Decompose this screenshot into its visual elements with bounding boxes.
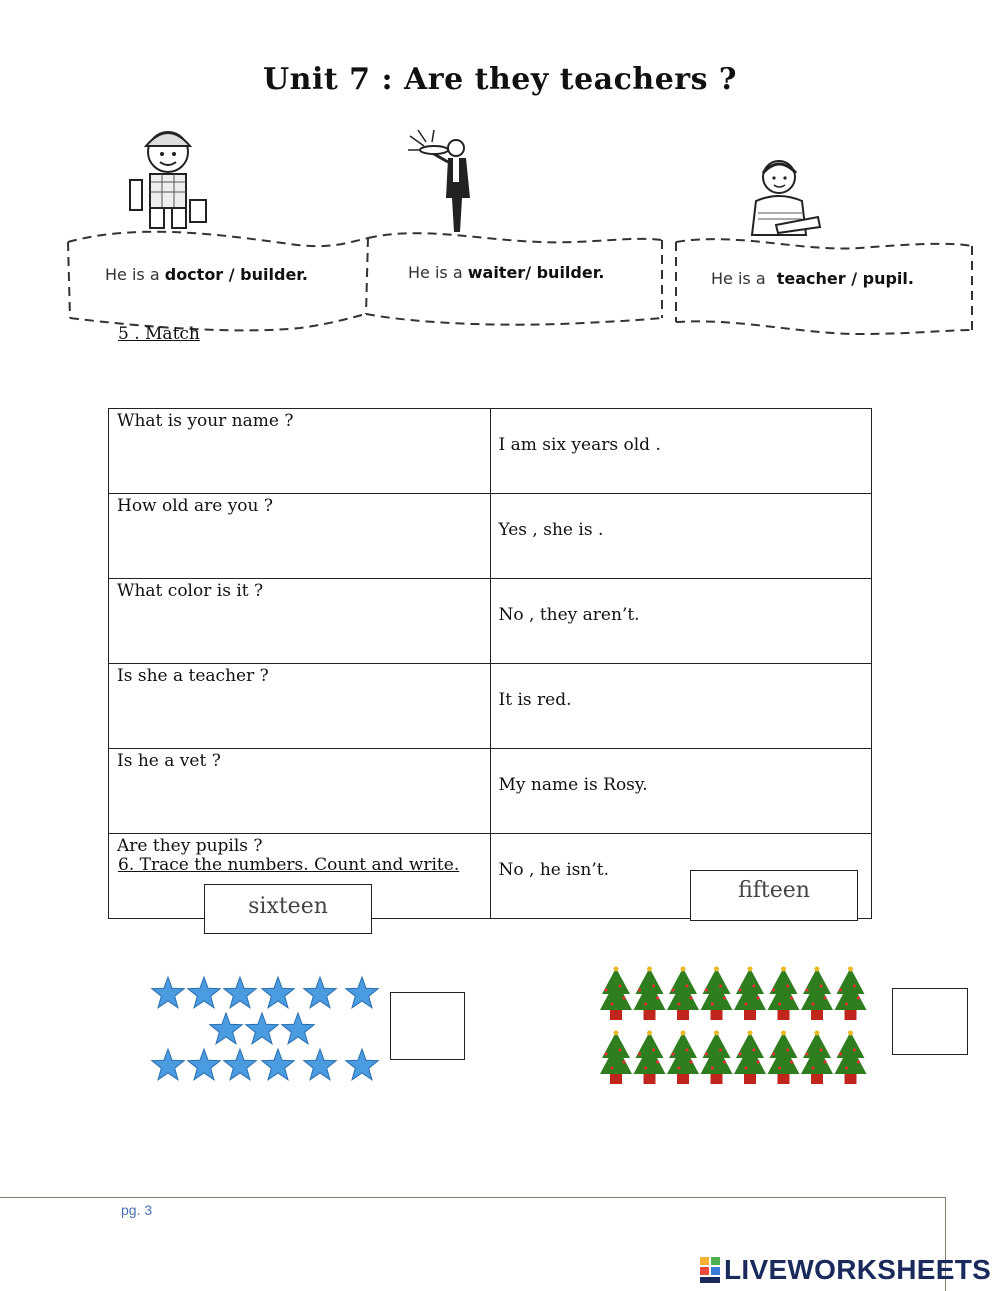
match-answer[interactable]: No , he isn’t. bbox=[490, 834, 872, 919]
tree-icon bbox=[634, 967, 666, 1021]
caption-2-prefix: He is a bbox=[408, 263, 463, 282]
match-row bbox=[109, 409, 872, 494]
trees-answer-box[interactable] bbox=[892, 988, 968, 1055]
star-icon bbox=[188, 1049, 220, 1080]
caption-2 bbox=[408, 263, 604, 282]
caption-1 bbox=[105, 265, 308, 284]
caption-2-options: waiter/ builder. bbox=[467, 263, 605, 282]
match-row bbox=[109, 579, 872, 664]
match-row bbox=[109, 749, 872, 834]
match-answer[interactable]: My name is Rosy. bbox=[490, 749, 872, 834]
star-icon bbox=[262, 977, 294, 1008]
tree-icon bbox=[768, 967, 800, 1021]
match-question[interactable]: Is he a vet ? bbox=[109, 749, 491, 834]
tree-icon bbox=[634, 1031, 666, 1085]
waiter-icon bbox=[404, 128, 490, 236]
tree-icon bbox=[701, 967, 733, 1021]
tree-icon bbox=[768, 1031, 800, 1085]
star-icon bbox=[224, 1049, 256, 1080]
star-icon bbox=[188, 977, 220, 1008]
section-5-heading: 5 . Match bbox=[118, 324, 200, 344]
section-6-heading: 6. Trace the numbers. Count and write. bbox=[118, 855, 460, 875]
number-word-right: fifteen bbox=[690, 870, 858, 921]
caption-1-prefix: He is a bbox=[105, 265, 160, 284]
match-question[interactable]: What color is it ? bbox=[109, 579, 491, 664]
tree-icon bbox=[701, 1031, 733, 1085]
stars-group bbox=[140, 968, 390, 1088]
pupil-icon bbox=[736, 155, 826, 240]
match-answer[interactable]: It is red. bbox=[490, 664, 872, 749]
tree-icon bbox=[667, 967, 699, 1021]
tree-icon bbox=[835, 967, 867, 1021]
star-icon bbox=[282, 1013, 314, 1044]
match-row bbox=[109, 664, 872, 749]
star-icon bbox=[246, 1013, 278, 1044]
star-icon bbox=[152, 977, 184, 1008]
star-icon bbox=[262, 1049, 294, 1080]
match-question[interactable]: Is she a teacher ? bbox=[109, 664, 491, 749]
page-number: pg. 3 bbox=[121, 1202, 153, 1218]
star-icon bbox=[346, 1049, 378, 1080]
match-answer[interactable]: Yes , she is . bbox=[490, 494, 872, 579]
liveworksheets-logo-text: LIVEWORKSHEETS bbox=[724, 1254, 992, 1285]
star-icon bbox=[346, 977, 378, 1008]
star-icon bbox=[304, 1049, 336, 1080]
tree-icon bbox=[801, 1031, 833, 1085]
caption-1-options: doctor / builder. bbox=[164, 265, 308, 284]
tree-icon bbox=[801, 967, 833, 1021]
tree-icon bbox=[600, 967, 632, 1021]
caption-3 bbox=[711, 269, 914, 288]
match-question[interactable]: What is your name ? bbox=[109, 409, 491, 494]
star-icon bbox=[224, 977, 256, 1008]
match-answer[interactable]: No , they aren’t. bbox=[490, 579, 872, 664]
tree-icon bbox=[667, 1031, 699, 1085]
tree-icon bbox=[734, 967, 766, 1021]
liveworksheets-logo[interactable] bbox=[698, 1254, 991, 1286]
star-icon bbox=[152, 1049, 184, 1080]
tree-icon bbox=[835, 1031, 867, 1085]
match-row bbox=[109, 494, 872, 579]
trees-group bbox=[596, 962, 868, 1084]
caption-3-options: teacher / pupil. bbox=[776, 269, 914, 288]
match-question[interactable]: How old are you ? bbox=[109, 494, 491, 579]
tree-icon bbox=[734, 1031, 766, 1085]
liveworksheets-logo-icon bbox=[698, 1255, 722, 1285]
caption-3-prefix: He is a bbox=[711, 269, 766, 288]
page-title: Unit 7 : Are they teachers ? bbox=[262, 62, 738, 97]
stars-answer-box[interactable] bbox=[390, 992, 465, 1060]
builder-icon bbox=[120, 122, 215, 234]
tree-icon bbox=[600, 1031, 632, 1085]
number-word-left: sixteen bbox=[204, 884, 372, 934]
star-icon bbox=[304, 977, 336, 1008]
match-answer[interactable]: I am six years old . bbox=[490, 409, 872, 494]
match-question[interactable]: Are they pupils ? bbox=[109, 834, 491, 919]
match-table bbox=[108, 408, 872, 919]
star-icon bbox=[210, 1013, 242, 1044]
